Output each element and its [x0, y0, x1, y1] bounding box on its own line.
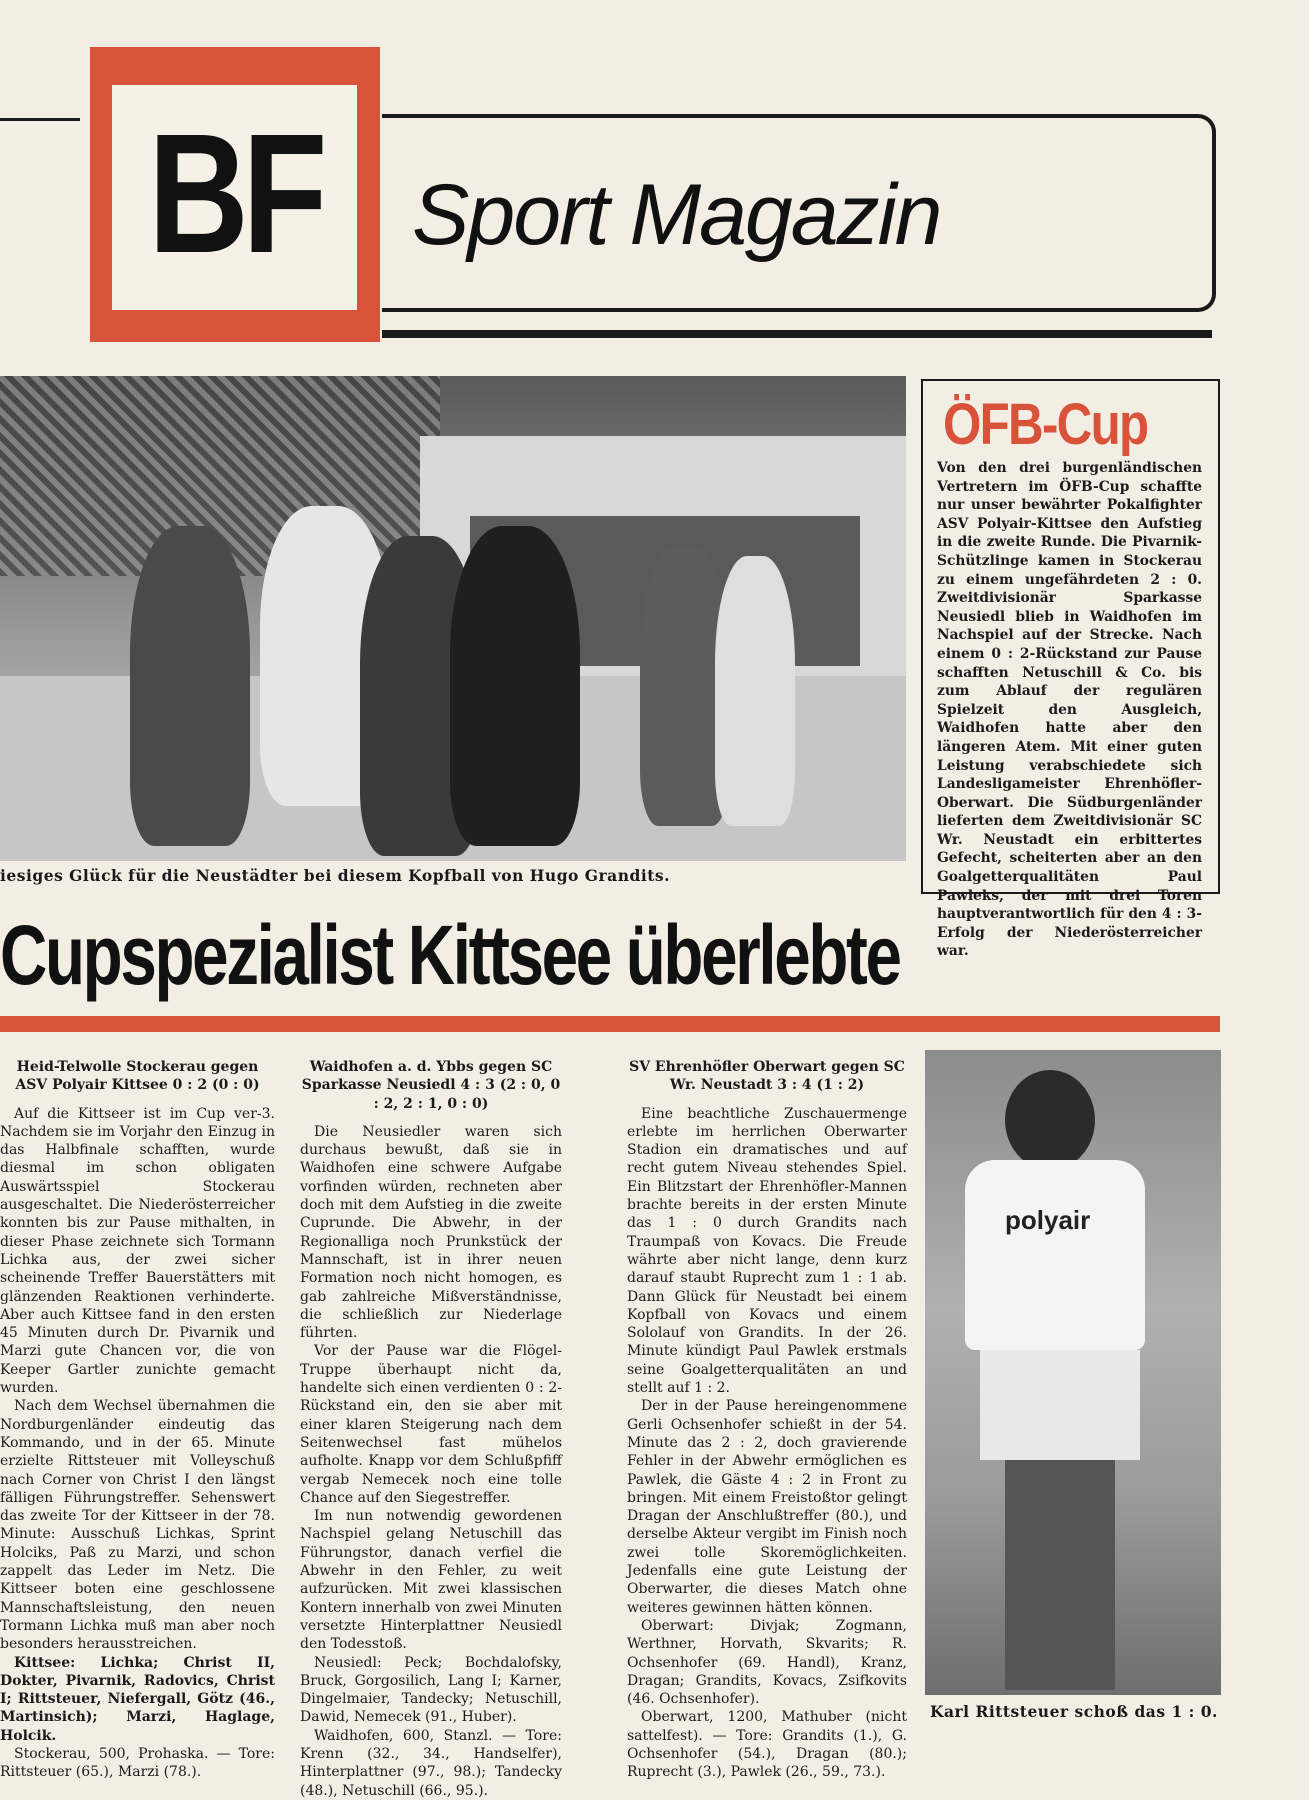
player-shirt: [965, 1160, 1145, 1350]
match-heading: SV Ehrenhöfler Oberwart gegen SC Wr. Neustadt 3 : 4 (1 : 2): [629, 1059, 905, 1094]
paragraph: Vor der Pause war die Flögel-Truppe überhaupt nicht da, handelte sich einen verdienten 0 : 2-Rückstand ein, den sie aber mit einer klaren Steigerung nach dem Seitenwechsel fast mühelos aufholte. Knapp vor dem Schlußpfiff vergab Nemecek noch eine tolle Chance auf den Siegestreffer.: [300, 1343, 562, 1506]
cup-sidebar-box: [921, 379, 1220, 960]
match-photo-top: [0, 376, 906, 861]
paragraph: Eine beachtliche Zuschauermenge erlebte im herrlichen Oberwarter Stadion ein dramatisches und auf recht gutem Niveau stehendes Spiel. Ein Blitzstart der Ehrenhöfler-Mannen brachte bereits in der ersten Minute das 1 : 0 durch Grandits nach Traumpaß von Kovacs. Die Freude währte aber nicht lange, denn kurz darauf staubt Ruprecht zum 1 : 1 ab. Dann Glück für Neustadt bei einem Kopfball von Kovacs und einem Sololauf von Grandits. In der 26. Minute kündigt Paul Pawlek erstmals seine Goalgetterqualitäten an und stellt auf 1 : 2.: [627, 1105, 907, 1397]
cup-title: ÖFB-Cup: [943, 392, 1148, 457]
headline: Cupspezialist Kittsee überlebte: [0, 908, 900, 1002]
player-figure: [450, 526, 580, 846]
lineup: Neusiedl: Peck; Bochdalofsky, Bruck, Gorgosilich, Lang I; Karner, Dingelmaier, Tandecky; Netuschill, Dawid, Nemecek (91., Huber).: [300, 1654, 562, 1726]
paragraph: Die Neusiedler waren sich durchaus bewußt, daß sie in Waidhofen eine schwere Aufgabe vorfinden würden, rechneten aber doch mit dem Aufstieg in die zweite Cuprunde. Die Abwehr, in der Regionalliga noch Prunkstück der Mannschaft, ist in ihrer neuen Formation noch nicht homogen, es gab zahlreiche Mißverständnisse, die schließlich zur Niederlage führten.: [300, 1123, 562, 1342]
paragraph: Auf die Kittseer ist im Cup ver-3. Nachdem sie im Vorjahr den Einzug in das Halbfinale schafften, wurde diesmal im schon obligaten Auswärtsspiel Stockerau ausgeschaltet. Die Niederösterreicher konnten bis zur Pause mithalten, in dieser Phase zeichnete sich Tormann Lichka aus, der zwei sicher scheinende Treffer Bauerstätters mit glänzenden Reaktionen verhinderte. Aber auch Kittsee fand in den ersten 45 Minuten durch Dr. Pivarnik und Marzi gute Chancen vor, die von Keeper Gartler zunichte gemacht wurden.: [0, 1105, 275, 1397]
player-legs: [1005, 1460, 1115, 1690]
player-figure: [130, 526, 250, 846]
magazine-logo: [90, 47, 380, 342]
masthead-rule: [382, 330, 1212, 338]
article-column-2: [300, 1058, 562, 1800]
paragraph: Im nun notwendig gewordenen Nachspiel gelang Netuschill das Führungstor, danach verfiel die Abwehr in den Fehler, zu weit aufzurücken. Mit zwei klassischen Kontern innerhalb von zwei Minuten versetzte Hinterplattner Neusiedl den Todesstoß.: [300, 1508, 562, 1653]
lineup: Oberwart: Divjak; Zogmann, Werthner, Horvath, Skvarits; R. Ochsenhofer (69. Handl), Kranz, Dragan; Grandits, Kovacs, Zsifkovits (46. Ochsenhofer).: [627, 1617, 907, 1708]
masthead-title-frame: [382, 114, 1216, 312]
shirt-sponsor-logo: polyair: [1005, 1205, 1091, 1235]
match-heading: Waidhofen a. d. Ybbs gegen SC Sparkasse Neusiedl 4 : 3 (2 : 0, 0 : 2, 2 : 1, 0 : 0): [301, 1059, 561, 1112]
player-figure: [715, 556, 795, 826]
paragraph: Der in der Pause hereingenommene Gerli Ochsenhofer schießt in der 54. Minute das 2 : 2, doch gravierende Fehler in der Abwehr ermöglichen es Pawlek, die Gäste 4 : 2 in Front zu bringen. Mit einem Freistoßtor gelingt Dragan der Anschlußtreffer (80.), und derselbe Akteur vergibt im Finish noch zwei tolle Skoremöglichkeiten. Jedenfalls eine gute Leistung der Oberwarter, die dieses Match ohne weiteres gewinnen hätten können.: [627, 1398, 907, 1616]
player-shorts: [980, 1350, 1140, 1460]
paragraph: Nach dem Wechsel übernahmen die Nordburgenländer eindeutig das Kommando, und in der 65. Minute erzielte Rittsteuer mit Volleyschuß nach Corner von Christ I den längst fälligen Führungstreffer. Sehenswert das zweite Tor der Kittseer in der 78. Minute: Ausschuß Lichkas, Sprint Holciks, Paß zu Marzi, und schon zappelt das Leder im Netz. Die Kittseer boten eine geschlossene Mannschaftsleistung, den neuen Tormann Lichka muß man aber noch besonders herausstreichen.: [0, 1398, 275, 1653]
magazine-title: Sport Magazin: [412, 167, 941, 263]
cup-text: Von den drei burgenländischen Vertretern im ÖFB-Cup schaffte nur unser bewährter Pokalfighter ASV Polyair-Kittsee den Aufstieg in die zweite Runde. Die Pivarnik-Schützlinge kamen in Stockerau zu einem ungefährdeten 2 : 0. Zweitdivisionär Sparkasse Neusiedl blieb in Waidhofen im Nachspiel auf der Strecke. Nach einem 0 : 2-Rückstand zur Pause schafften Netuschill & Co. bis zum Ablauf der regulären Spielzeit den Ausgleich, Waidhofen hatte aber den längeren Atem. Mit einer guten Leistung verabschiedete sich Landesligameister Ehrenhöfler-Oberwart. Die Südburgenländer lieferten dem Zweitdivisionär SC Wr. Neustadt ein erbittertes Gefecht, scheiterten aber an den Goalgetterqualitäten Paul Pawleks, der mit drei Toren hauptverantwortlich für den 4 : 3-Erfolg der Niederösterreicher war.: [937, 460, 1202, 960]
lineup: Kittsee: Lichka; Christ II, Dokter, Pivarnik, Radovics, Christ I; Rittsteuer, Niefergall, Götz (46., Martinsich); Marzi, Haglage, Holcik.: [0, 1654, 275, 1744]
article-column-3: [627, 1058, 907, 1782]
player-head: [1005, 1070, 1095, 1170]
match-heading: Heid-Telwolle Stockerau gegen ASV Polyair Kittsee 0 : 2 (0 : 0): [15, 1059, 260, 1094]
match-facts: Waidhofen, 600, Stanzl. — Tore: Krenn (32., 34., Handselfer), Hinterplattner (97., 98.); Tandecky (48.), Netuschill (66., 95.).: [300, 1727, 562, 1799]
match-facts: Oberwart, 1200, Mathuber (nicht sattelfest). — Tore: Grandits (1.), G. Ochsenhofer (54.), Dragan (80.); Ruprecht (3.), Pawlek (26., 59., 73.).: [627, 1709, 907, 1781]
match-facts: Stockerau, 500, Prohaska. — Tore: Rittsteuer (65.), Marzi (78.).: [0, 1745, 275, 1781]
article-column-1: [0, 1058, 275, 1782]
logo-letters: BF: [148, 99, 321, 289]
masthead-rule-left: [0, 118, 80, 121]
logo-inner: [112, 85, 357, 310]
headline-rule: [0, 1016, 1220, 1032]
photo-bottom-caption: Karl Rittsteuer schoß das 1 : 0.: [930, 1702, 1218, 1721]
photo-top-caption: iesiges Glück für die Neustädter bei diesem Kopfball von Hugo Grandits.: [0, 866, 670, 885]
player-photo: [925, 1050, 1221, 1695]
